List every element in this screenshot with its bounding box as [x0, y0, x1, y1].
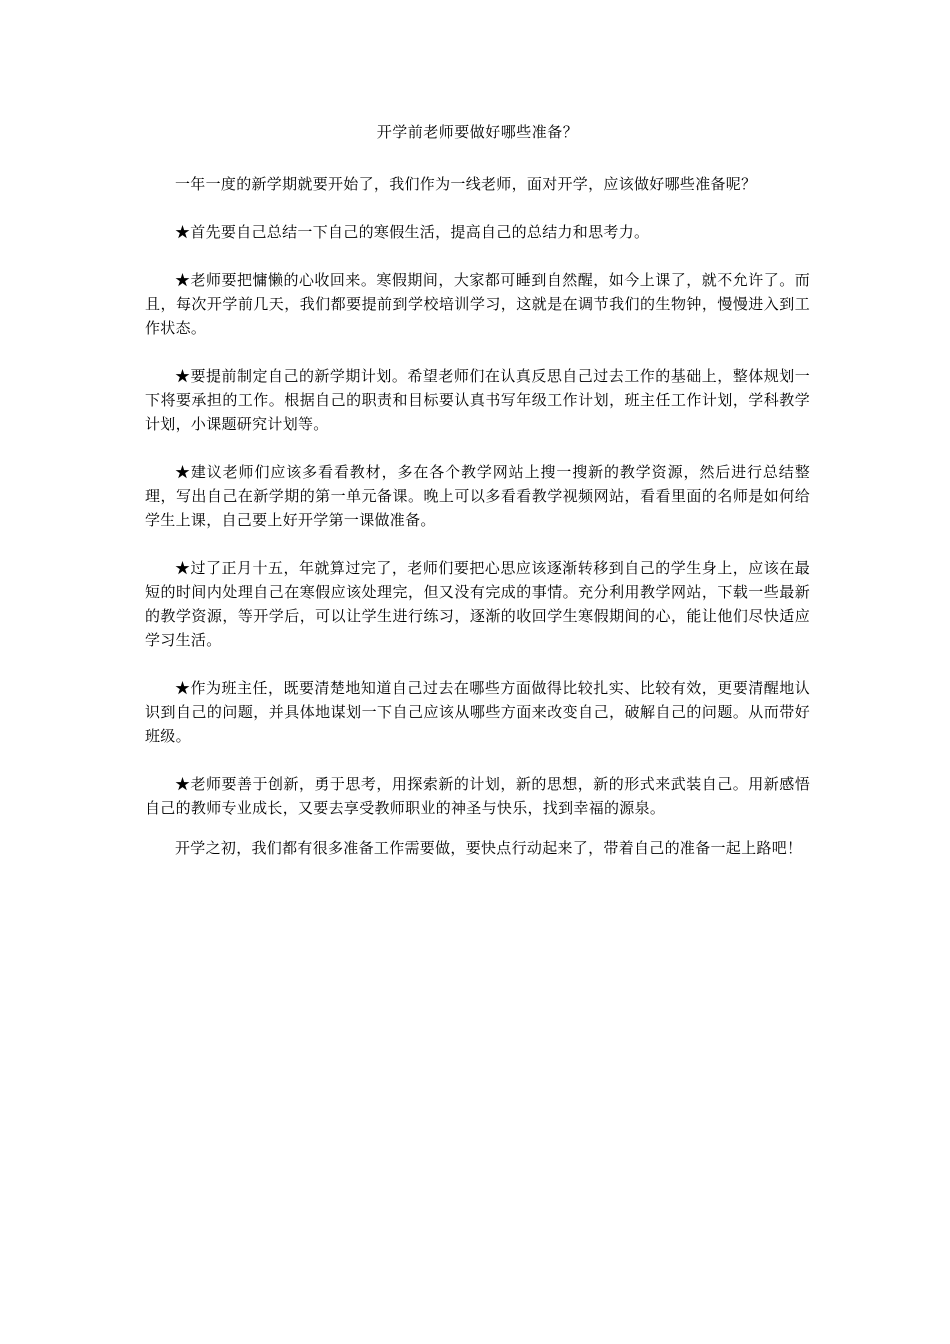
paragraph-point-7: ★老师要善于创新，勇于思考，用探索新的计划，新的思想，新的形式来武装自己。用新感悟自己的教师专业成长，又要去享受教师职业的神圣与快乐，找到幸福的源泉。	[145, 775, 810, 817]
paragraph-intro: 一年一度的新学期就要开始了，我们作为一线老师，面对开学，应该做好哪些准备呢？	[175, 175, 757, 193]
paragraph-point-2: ★老师要把慵懒的心收回来。寒假期间，大家都可睡到自然醒，如今上课了，就不允许了。而且，每次开学前几天，我们都要提前到学校培训学习，这就是在调节我们的生物钟，慢慢进入到工作状态。	[145, 271, 810, 337]
paragraph-point-1: ★首先要自己总结一下自己的寒假生活，提高自己的总结力和思考力。	[175, 223, 650, 241]
paragraph-point-5: ★过了正月十五，年就算过完了，老师们要把心思应该逐渐转移到自己的学生身上，应该在最短的时间内处理自己在寒假应该处理完，但又没有完成的事情。充分利用教学网站，下载一些最新的教学资源，等开学后，可以让学生进行练习，逐渐的收回学生寒假期间的心，能让他们尽快适应学习生活。	[145, 559, 810, 649]
paragraph-point-3: ★要提前制定自己的新学期计划。希望老师们在认真反思自己过去工作的基础上，整体规划一下将要承担的工作。根据自己的职责和目标要认真书写年级工作计划，班主任工作计划，学科教学计划，小课题研究计划等。	[145, 367, 810, 433]
paragraph-conclusion: 开学之初，我们都有很多准备工作需要做，要快点行动起来了，带着自己的准备一起上路吧！	[175, 839, 803, 857]
paragraph-point-4: ★建议老师们应该多看看教材，多在各个教学网站上搜一搜新的教学资源，然后进行总结整理，写出自己在新学期的第一单元备课。晚上可以多看看教学视频网站，看看里面的名师是如何给学生上课，自己要上好开学第一课做准备。	[145, 463, 810, 529]
page-title: 开学前老师要做好哪些准备？	[376, 123, 579, 141]
document-page	[145, 120, 810, 884]
paragraph-point-6: ★作为班主任，既要清楚地知道自己过去在哪些方面做得比较扎实、比较有效，更要清醒地认识到自己的问题，并具体地谋划一下自己应该从哪些方面来改变自己，破解自己的问题。从而带好班级。	[145, 679, 810, 745]
